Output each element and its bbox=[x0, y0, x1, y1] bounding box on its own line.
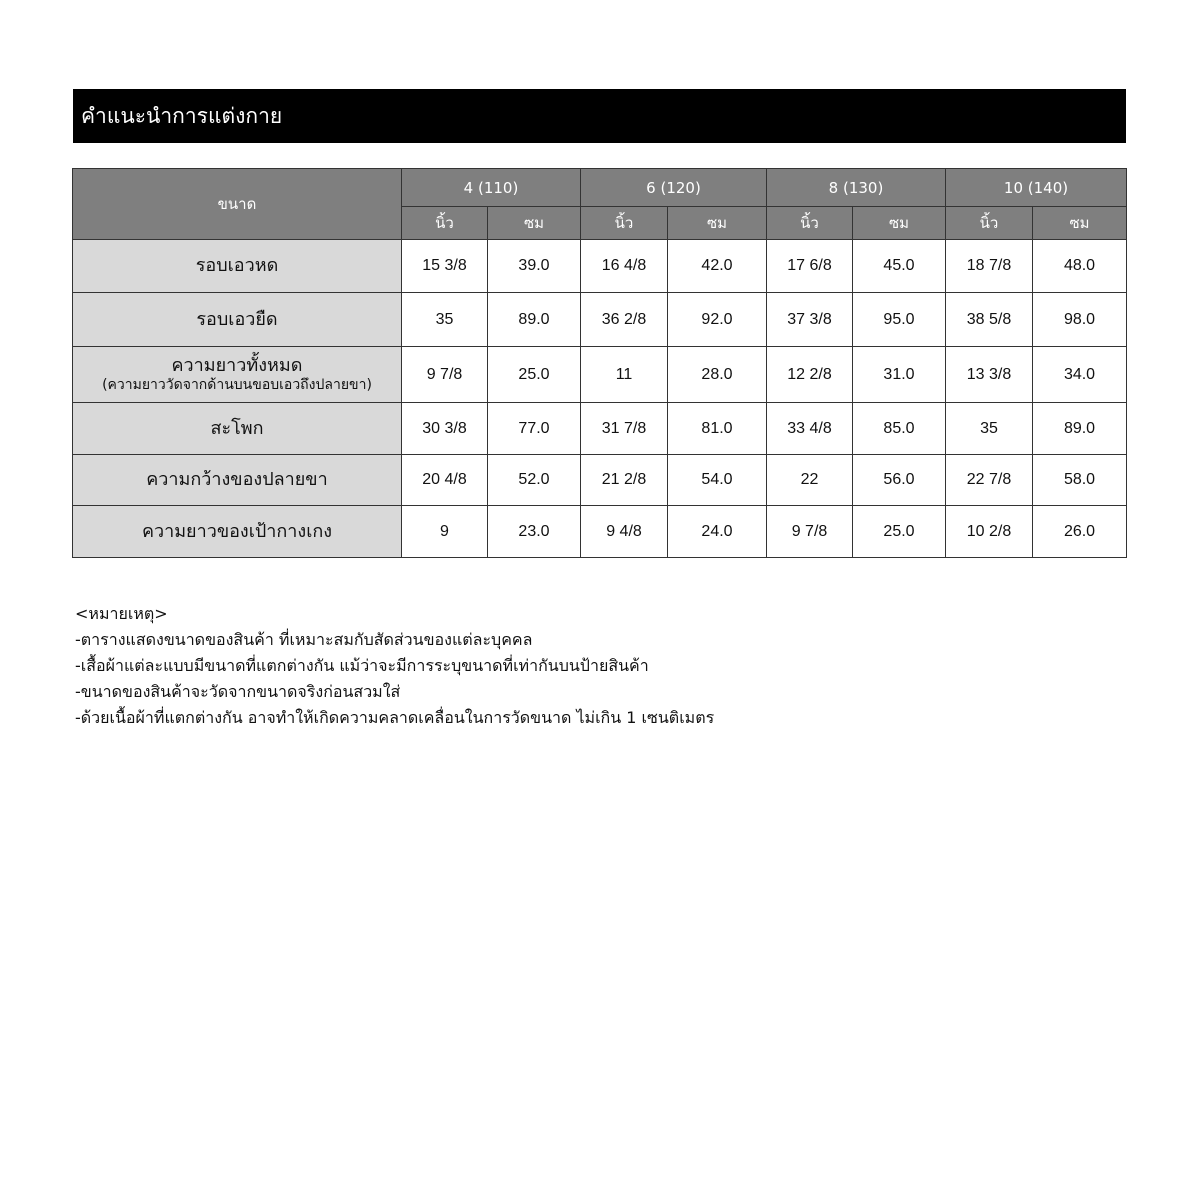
value-inch-cell: 10 2/8 bbox=[946, 506, 1033, 558]
notes-heading: <หมายเหตุ> bbox=[75, 604, 168, 623]
measurement-label: สะโพก bbox=[210, 417, 264, 439]
value-cm-cell: 24.0 bbox=[668, 506, 767, 558]
unit-inch-header: นิ้ว bbox=[946, 207, 1033, 240]
note-line: -เสื้อผ้าแต่ละแบบมีขนาดที่แตกต่างกัน แม้ว่าจะมีการระบุขนาดที่เท่ากันบนป้ายสินค้า bbox=[75, 656, 649, 675]
size-header-6: 6 (120) bbox=[581, 169, 767, 207]
value-cm-cell: 92.0 bbox=[668, 293, 767, 347]
size-header-4: 4 (110) bbox=[402, 169, 581, 207]
value-inch-cell: 15 3/8 bbox=[402, 240, 488, 293]
table-row bbox=[73, 347, 1127, 403]
value-cm-cell: 23.0 bbox=[488, 506, 581, 558]
value-cm-cell: 26.0 bbox=[1033, 506, 1127, 558]
value-cm-cell: 81.0 bbox=[668, 403, 767, 455]
note-line: -ขนาดของสินค้าจะวัดจากขนาดจริงก่อนสวมใส่ bbox=[75, 682, 401, 701]
value-cm-cell: 58.0 bbox=[1033, 455, 1127, 506]
size-header-10: 10 (140) bbox=[946, 169, 1127, 207]
measurement-label-cell bbox=[73, 293, 402, 347]
value-cm-cell: 52.0 bbox=[488, 455, 581, 506]
measurement-label: รอบเอวหด bbox=[195, 255, 279, 277]
value-inch-cell: 16 4/8 bbox=[581, 240, 668, 293]
measurement-label-cell bbox=[73, 347, 402, 403]
measurement-label: ความยาวทั้งหมด bbox=[171, 355, 303, 377]
measurement-label: ความยาวของเป้ากางเกง bbox=[141, 520, 333, 542]
value-cm-cell: 89.0 bbox=[1033, 403, 1127, 455]
table-row bbox=[73, 455, 1127, 506]
value-cm-cell: 95.0 bbox=[853, 293, 946, 347]
value-inch-cell: 9 7/8 bbox=[767, 506, 853, 558]
size-column-header: ขนาด bbox=[73, 169, 402, 240]
value-inch-cell: 35 bbox=[402, 293, 488, 347]
value-cm-cell: 42.0 bbox=[668, 240, 767, 293]
value-cm-cell: 56.0 bbox=[853, 455, 946, 506]
value-cm-cell: 39.0 bbox=[488, 240, 581, 293]
measurement-label: ความกว้างของปลายขา bbox=[146, 469, 328, 491]
table-row bbox=[73, 293, 1127, 347]
value-inch-cell: 22 7/8 bbox=[946, 455, 1033, 506]
table-row bbox=[73, 240, 1127, 293]
unit-cm-header: ซม bbox=[668, 207, 767, 240]
value-cm-cell: 54.0 bbox=[668, 455, 767, 506]
value-cm-cell: 31.0 bbox=[853, 347, 946, 403]
value-cm-cell: 77.0 bbox=[488, 403, 581, 455]
value-inch-cell: 36 2/8 bbox=[581, 293, 668, 347]
unit-cm-header: ซม bbox=[488, 207, 581, 240]
value-inch-cell: 9 7/8 bbox=[402, 347, 488, 403]
value-inch-cell: 20 4/8 bbox=[402, 455, 488, 506]
value-inch-cell: 33 4/8 bbox=[767, 403, 853, 455]
value-inch-cell: 21 2/8 bbox=[581, 455, 668, 506]
unit-cm-header: ซม bbox=[1033, 207, 1127, 240]
note-line: -ด้วยเนื้อผ้าที่แตกต่างกัน อาจทำให้เกิดความคลาดเคลื่อนในการวัดขนาด ไม่เกิน 1 เซนติเมตร bbox=[75, 708, 715, 727]
measurement-label: รอบเอวยืด bbox=[196, 308, 278, 330]
value-inch-cell: 37 3/8 bbox=[767, 293, 853, 347]
measurement-label-cell bbox=[73, 506, 402, 558]
page-title: คำแนะนำการแต่งกาย bbox=[81, 103, 283, 128]
measurement-label-cell bbox=[73, 403, 402, 455]
size-header-row bbox=[73, 169, 1127, 207]
value-inch-cell: 17 6/8 bbox=[767, 240, 853, 293]
value-cm-cell: 48.0 bbox=[1033, 240, 1127, 293]
value-cm-cell: 25.0 bbox=[488, 347, 581, 403]
unit-inch-header: นิ้ว bbox=[402, 207, 488, 240]
value-inch-cell: 9 4/8 bbox=[581, 506, 668, 558]
value-inch-cell: 35 bbox=[946, 403, 1033, 455]
size-header-8: 8 (130) bbox=[767, 169, 946, 207]
unit-cm-header: ซม bbox=[853, 207, 946, 240]
value-cm-cell: 85.0 bbox=[853, 403, 946, 455]
size-chart-table bbox=[72, 168, 1127, 558]
unit-inch-header: นิ้ว bbox=[767, 207, 853, 240]
value-cm-cell: 45.0 bbox=[853, 240, 946, 293]
page-title-bar bbox=[73, 89, 1126, 143]
value-inch-cell: 18 7/8 bbox=[946, 240, 1033, 293]
value-cm-cell: 89.0 bbox=[488, 293, 581, 347]
size-table-body bbox=[73, 240, 1127, 558]
table-row bbox=[73, 506, 1127, 558]
table-row bbox=[73, 403, 1127, 455]
notes-section bbox=[75, 601, 714, 731]
value-cm-cell: 25.0 bbox=[853, 506, 946, 558]
measurement-label-cell bbox=[73, 455, 402, 506]
value-inch-cell: 13 3/8 bbox=[946, 347, 1033, 403]
value-inch-cell: 9 bbox=[402, 506, 488, 558]
value-cm-cell: 98.0 bbox=[1033, 293, 1127, 347]
measurement-label-cell bbox=[73, 240, 402, 293]
note-line: -ตารางแสดงขนาดของสินค้า ที่เหมาะสมกับสัดส่วนของแต่ละบุคคล bbox=[75, 630, 533, 649]
value-inch-cell: 38 5/8 bbox=[946, 293, 1033, 347]
value-inch-cell: 31 7/8 bbox=[581, 403, 668, 455]
value-inch-cell: 12 2/8 bbox=[767, 347, 853, 403]
value-inch-cell: 11 bbox=[581, 347, 668, 403]
value-inch-cell: 30 3/8 bbox=[402, 403, 488, 455]
value-cm-cell: 34.0 bbox=[1033, 347, 1127, 403]
value-cm-cell: 28.0 bbox=[668, 347, 767, 403]
value-inch-cell: 22 bbox=[767, 455, 853, 506]
unit-inch-header: นิ้ว bbox=[581, 207, 668, 240]
measurement-sublabel: (ความยาววัดจากด้านบนขอบเอวถึงปลายขา) bbox=[102, 376, 372, 393]
